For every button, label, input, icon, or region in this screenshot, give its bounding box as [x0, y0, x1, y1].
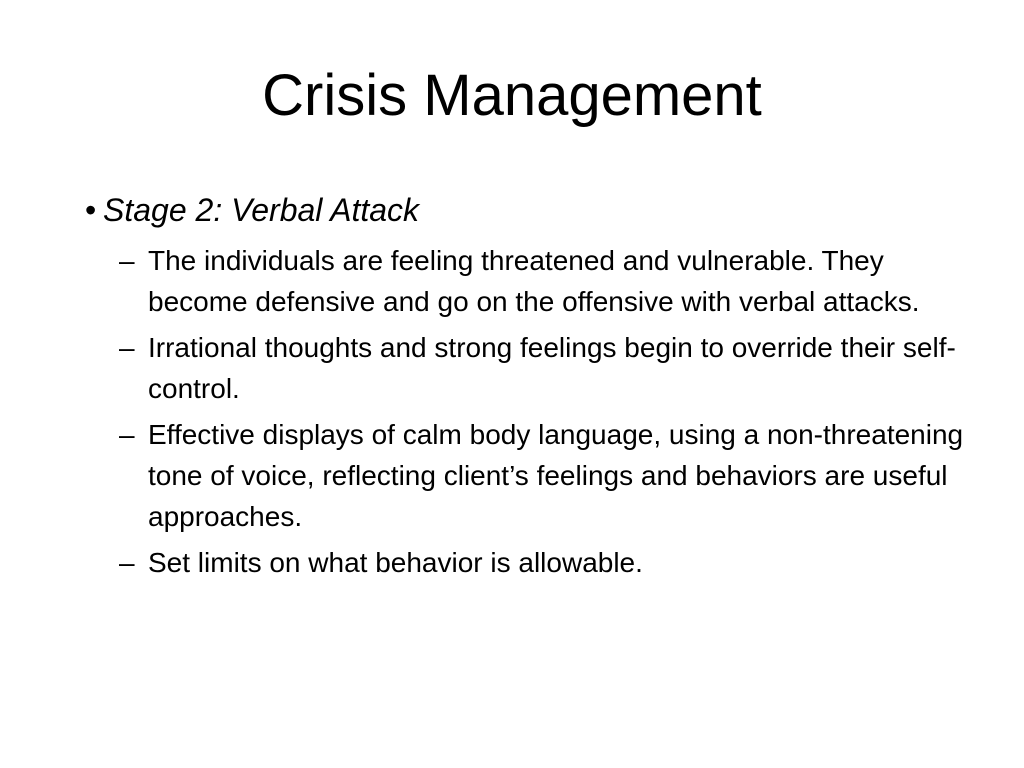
bullet-item — [85, 186, 985, 583]
bullet-label: Stage 2: Verbal Attack — [103, 192, 420, 228]
sub-bullet-item: – Irrational thoughts and strong feelings begin to override their self-control. — [111, 327, 985, 409]
sub-bullet-item: – Effective displays of calm body language, using a non-threatening tone of voice, reflecting client’s feelings and behaviors are useful approaches. — [111, 414, 985, 537]
sub-bullet-item: – The individuals are feeling threatened and vulnerable. They become defensive and go on the offensive with verbal attacks. — [111, 240, 985, 322]
bullet-list — [85, 186, 985, 588]
sub-bullet-item: – Set limits on what behavior is allowable. — [111, 542, 985, 583]
slide-title: Crisis Management — [262, 63, 762, 128]
sub-bullet-list — [111, 240, 985, 583]
